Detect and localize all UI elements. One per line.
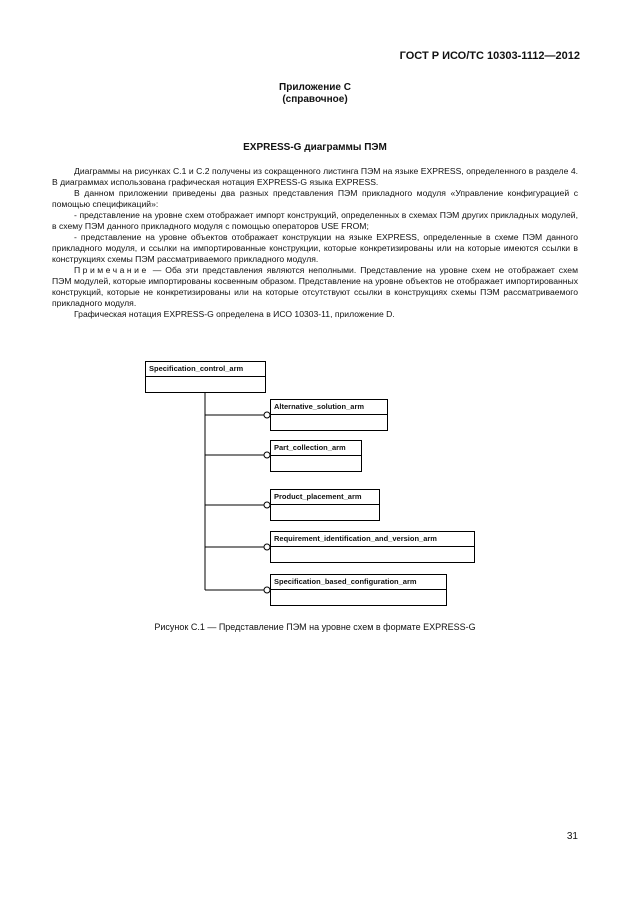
note-label: Примечание [74, 265, 149, 275]
schema-box-label: Part_collection_arm [271, 441, 361, 456]
paragraph-2: В данном приложении приведены два разных представления ПЭМ прикладного модуля «Управление конфигурацией с помощью спецификаций»: [52, 188, 578, 209]
page-number: 31 [566, 831, 578, 842]
schema-box-child-1 [270, 399, 388, 431]
schema-box-child-3 [270, 489, 380, 521]
paragraph-3: - представление на уровне схем отображает импорт конструкций, определенных в схемах ПЭМ других прикладных модулей, в схему ПЭМ данного прикладного модуля с помощью операторов USE FROM; [52, 210, 578, 231]
schema-box-label: Specification_based_configuration_arm [271, 575, 446, 590]
paragraph-5: Графическая нотация EXPRESS-G определена в ИСО 10303-11, приложение D. [74, 309, 395, 319]
schema-box-label: Requirement_identification_and_version_arm [271, 532, 474, 547]
annex-subtitle: (справочное) [282, 94, 348, 105]
schema-box-child-4 [270, 531, 475, 563]
paragraph-1: Диаграммы на рисунках С.1 и С.2 получены из сокращенного листинга ПЭМ на языке EXPRESS, определенного в разделе 4. В диаграммах использована графическая нотация EXPRESS-G языка EXPRESS. [52, 166, 578, 187]
schema-box-label: Product_placement_arm [271, 490, 379, 505]
schema-box-child-5 [270, 574, 447, 606]
schema-box-root [145, 361, 266, 393]
schema-box-child-2 [270, 440, 362, 472]
annex-title: Приложение С [279, 82, 351, 93]
schema-box-label: Specification_control_arm [146, 362, 265, 377]
schema-box-label: Alternative_solution_arm [271, 400, 387, 415]
figure-caption: Рисунок С.1 — Представление ПЭМ на уровне схем в формате EXPRESS-G [154, 622, 476, 632]
section-title: EXPRESS-G диаграммы ПЭМ [243, 142, 387, 153]
note-text: — Оба эти представления являются неполными. Представление на уровне схем не отображает схем ПЭМ модулей, которые импортированы косвенным образом. Представление на уровне объектов не отображает импортированных конструкций, которые не конкретизированы или на которые отсутствуют ссылки в конструкциях схемы ПЭМ рассматриваемого прикладного модуля. [52, 265, 578, 308]
document-code: ГОСТ Р ИСО/ТС 10303-1112—2012 [399, 50, 580, 62]
paragraph-4: - представление на уровне объектов отображает конструкции на языке EXPRESS, определенные в схеме ПЭМ данного прикладного модуля, и ссылки на импортированные конструкции, которые конкретизированы или на которые имеются ссылки в конструкциях схемы ПЭМ рассматриваемого прикладного модуля. [52, 232, 578, 264]
